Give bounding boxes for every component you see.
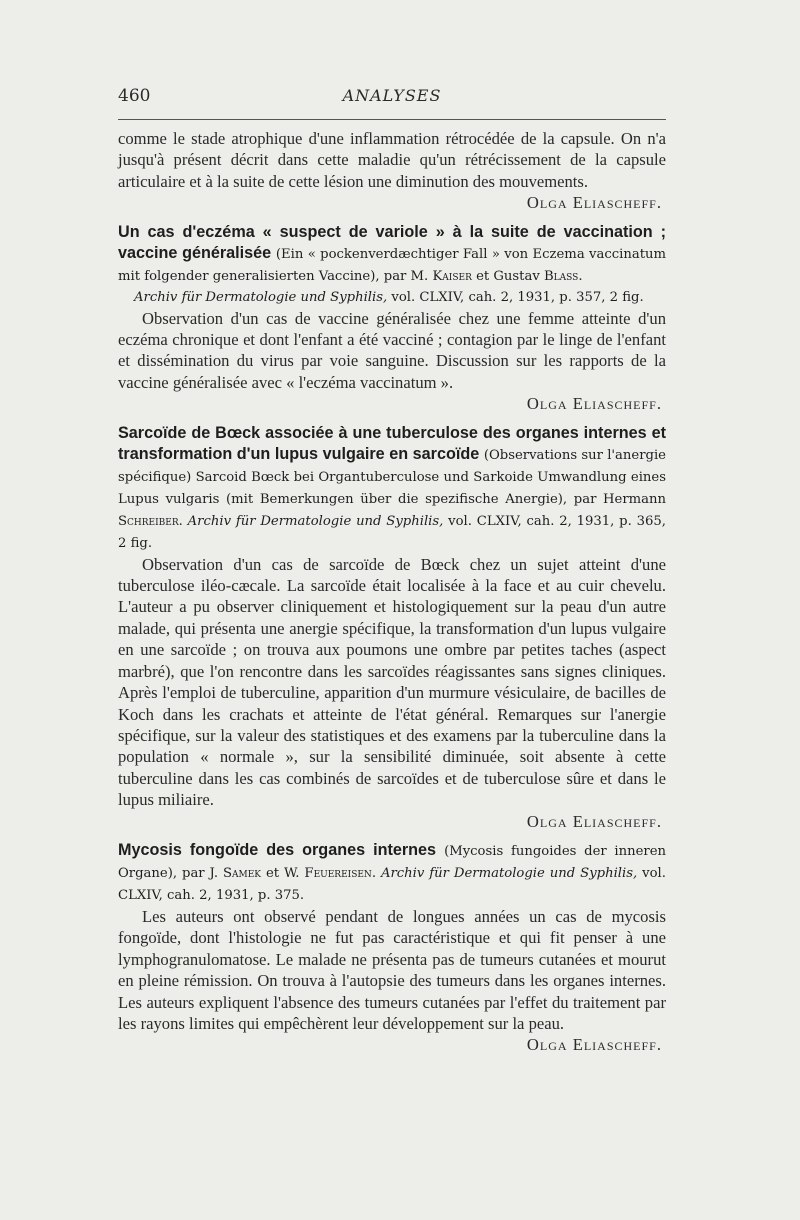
entry-heading [118, 222, 666, 308]
entry-reference: (Ein « pockenverdæchtiger Fall » von Eczema vaccinatum mit folgender generalisierten Vaccine), par M. Kaiser et Gustav Blass. Archiv für Dermatologie und Syphilis, vol. CLXIV, cah. 2, 1931, p. 357, 2 fig. [118, 246, 667, 305]
entry-reference: (Observations sur l'anergie spécifique) Sarcoid Bœck bei Organtuberculose und Sarkoide Umwandlung eines Lupus vulgaris (mit Bemerkungen über die spezifische Anergie), par Hermann Schreiber. Archiv für Dermatologie und Syphilis, vol. CLXIV, cah. 2, 1931, p. 365, 2 fig. [118, 447, 666, 551]
running-head: ANALYSES [342, 86, 442, 105]
review-entry [118, 840, 666, 1056]
entry-reference: (Mycosis fungoides der inneren Organe), par J. Samek et W. Feuereisen. Archiv für Dermatologie und Syphilis, vol. CLXIV, cah. 2, 1931, p. 375. [118, 843, 666, 903]
conjunction: et Gustav [476, 268, 540, 284]
original-title: (Observations sur l'anergie spécifique) Sarcoid Bœck bei Organtuberculose und Sarkoide Umwandlung eines Lupus vulgaris (mit Bemerkungen über die spezifische Anergie), par Hermann [118, 447, 666, 507]
entry-body: Les auteurs ont observé pendant de longues années un cas de mycosis fongoïde, dont l'histologie ne fut pas caractéristique et qui fit penser à une lymphogranulomatose. Le malade ne présenta pas de tumeurs cutanées et mourut en pleine rémission. On trouva à l'autopsie des tumeurs dans les organes internes. Les auteurs expliquent l'absence des tumeurs cutanées par l'effet du traitement par les rayons limites qui empêchèrent leur développement sur la peau. [118, 906, 666, 1033]
author-name: Blass [543, 268, 579, 284]
citation: vol. CLXIV, cah. 2, 1931, p. 365, 2 fig. [118, 513, 666, 551]
author-name: Kaiser [432, 268, 472, 284]
original-title: (Ein « pockenverdæchtiger Fall » von Eczema vaccinatum mit folgender generalisierten Vaccine), par M. [118, 246, 667, 284]
author-name: Feuereisen [304, 865, 372, 881]
author-name: Samek [222, 865, 262, 881]
entry-title: Un cas d'eczéma « suspect de variole » à la suite de vaccination ; vaccine généralisée [118, 222, 666, 262]
review-entry [118, 423, 666, 832]
page-number: 460 [118, 86, 151, 106]
original-title: (Mycosis fungoides der inneren Organe), par J. [118, 843, 666, 881]
page-body [118, 128, 666, 1056]
citation: vol. CLXIV, cah. 2, 1931, p. 357, 2 fig. [391, 289, 644, 305]
signature: Olga Eliascheff. [526, 394, 662, 414]
entry-title: Sarcoïde de Bœck associée à une tuberculose des organes internes et transformation d'un lupus vulgaire en sarcoïde [118, 423, 666, 463]
entry-heading [118, 840, 666, 906]
journal-name: Archiv für Dermatologie und Syphilis, [134, 289, 388, 305]
entry-body: Observation d'un cas de sarcoïde de Bœck chez un sujet atteint d'une tuberculose iléo-cæcale. La sarcoïde était localisée à la face et au cuir chevelu. L'auteur a pu observer cliniquement et histologiquement sur la peau d'un autre malade, qui présenta une anergie spécifique, la transformation d'un lupus vulgaire en une sarcoïde ; on trouva aux poumons une ombre par petites taches (aspect marbré), que l'on rencontre dans les sarcoïdes réagissantes sans signes cliniques. Après l'emploi de tuberculine, apparition d'un murmure vésiculaire, de bacilles de Koch dans les crachats et atteinte de l'état général. Remarques sur l'anergie spécifique, sur la valeur des statistiques et des examens par la tuberculine dans la population « normale », sur la sensibilité diminuée, soit absente à cette tuberculine dans les cas combinés de sarcoïdes et de tuberculose sûre et dans le lupus miliaire. [118, 554, 666, 810]
signature: Olga Eliascheff. [526, 811, 662, 831]
signature: Olga Eliascheff. [526, 193, 662, 213]
entry-heading [118, 423, 666, 554]
signature: Olga Eliascheff. [526, 1035, 662, 1055]
header-rule [118, 119, 666, 120]
journal-name: Archiv für Dermatologie und Syphilis, [380, 865, 638, 881]
entry-title: Mycosis fongoïde des organes internes [118, 840, 437, 859]
entry-body: Observation d'un cas de vaccine généralisée chez une femme atteinte d'un eczéma chronique et dont l'enfant a été vacciné ; contagion par le linge de l'enfant et dissémination du virus par voie sanguine. Discussion sur les rapports de la vaccine généralisée avec « l'eczéma vaccinatum ». [118, 308, 666, 392]
journal-name: Archiv für Dermatologie und Syphilis, [187, 513, 444, 529]
citation: vol. CLXIV, cah. 2, 1931, p. 375. [118, 865, 666, 903]
continuation-text: comme le stade atrophique d'une inflammation rétrocédée de la capsule. On n'a jusqu'à présent décrit dans cette maladie qu'un rétrécissement de la capsule articulaire et à la suite de cette lésion une diminution des mouvements. [118, 129, 666, 191]
author-name: Schreiber [118, 513, 179, 529]
page-header [118, 86, 666, 112]
conjunction: et W. [265, 865, 300, 881]
review-entry [118, 222, 666, 415]
